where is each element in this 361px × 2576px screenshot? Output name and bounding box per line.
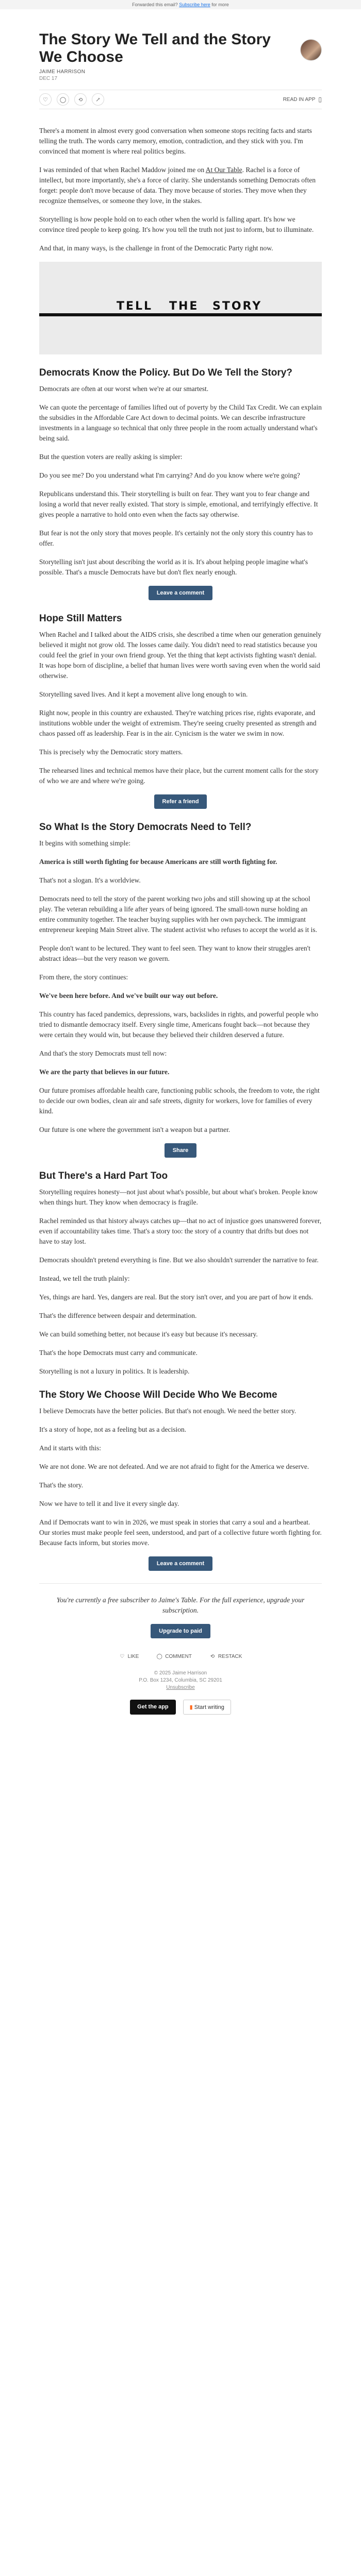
paragraph: The rehearsed lines and technical memos have their place, but the current moment calls for the story of who we are and where we're going. (39, 767, 319, 785)
paragraph: When Rachel and I talked about the AIDS crisis, she described a time when our generation genuinely believed it might not grow old. The losses came daily. You didn't need to read statistics because you could feel the grief in your own friend group. Yet the thing that kept activists fighting wasn't denial. It was hope born of discipline, a belief that human lives were worth saving even when the world said otherwise. (39, 631, 321, 680)
paragraph: But the question voters are really asking is simpler: (39, 453, 183, 461)
paragraph: That's not a slogan. It's a worldview. (39, 876, 141, 884)
substack-icon: ▮ (189, 1704, 194, 1710)
footer-cta (39, 1700, 322, 1715)
section-heading: So What Is the Story Democrats Need to Tell? (39, 822, 252, 833)
share-icon[interactable]: ↗ (92, 93, 104, 106)
divider (39, 1583, 322, 1584)
post-container (39, 9, 322, 1715)
paragraph: Rachel reminded us that history always catches up—that no act of injustice goes unanswered forever, even if accountability takes time. That's a story too: the story of a country that drifts but does not have to stay lost. (39, 1217, 322, 1245)
forward-text: Forwarded this email? (132, 2, 178, 7)
paragraph: Storytelling is how people hold on to each other when the world is falling apart. It's how we convince tired people to keep going. It's how you tell the truth not just to inform, but to illuminate. (39, 215, 314, 233)
copyright-text: © 2025 Jaime Harrison (154, 1670, 207, 1676)
subscribe-link[interactable]: Subscribe here (179, 2, 210, 7)
read-in-app-button[interactable] (283, 96, 322, 103)
footer-restack-button[interactable] (209, 1654, 242, 1659)
paragraph: Our future promises affordable health care, functioning public schools, the freedom to vote, the right to decide our own bodies, clean air and safe streets, dignity for workers, love for families of every kind. (39, 1087, 320, 1115)
restack-icon: ⟲ (210, 1654, 215, 1659)
section-heading: The Story We Choose Will Decide Who We Become (39, 1389, 277, 1400)
hero-ledge (39, 313, 322, 316)
hero-word: TELL (117, 300, 153, 313)
at-our-table-link[interactable]: At Our Table (205, 166, 242, 174)
paragraph: It's a story of hope, not as a feeling but as a decision. (39, 1426, 187, 1433)
paragraph-bold: America is still worth fighting for because Americans are still worth fighting for. (39, 858, 277, 866)
author-avatar[interactable] (300, 39, 322, 61)
paragraph: We are not done. We are not defeated. And we are not afraid to fight for the America we deserve. (39, 1463, 309, 1470)
paragraph: That's the hope Democrats must carry and communicate. (39, 1349, 198, 1357)
refer-friend-button[interactable]: Refer a friend (154, 794, 207, 809)
paragraph: But fear is not the only story that moves people. It's certainly not the only story this country has to offer. (39, 529, 313, 547)
hero-word: STORY (212, 300, 262, 313)
footer-comment-button[interactable] (156, 1654, 192, 1659)
leave-comment-button[interactable]: Leave a comment (149, 1556, 212, 1571)
paragraph: Storytelling isn't just about describing the world as it is. It's about helping people imagine what's possible. That's a muscle Democrats have but don't flex nearly enough. (39, 558, 308, 576)
paragraph: Right now, people in this country are exhausted. They're watching prices rise, rights evaporate, and institutions wobble under the weight of extremism. They're seeing cruelty presented as strength and chaos passed off as leadership. Fear is in the air. Cynicism is the water we swim in now. (39, 709, 317, 737)
post-date: DEC 17 (39, 76, 58, 81)
footer-like-button[interactable] (119, 1654, 139, 1659)
paragraph: Democrats need to tell the story of the parent working two jobs and still showing up at the school play. The veteran rebuilding a life after years of being ignored. The small-town nurse holding an entire community together. The teacher buying supplies with her own paycheck. The immigrant entrepreneur keeping Main Street alive. The student activist who refuses to accept the world as it is. (39, 895, 317, 934)
paragraph: Storytelling saved lives. And it kept a movement alive long enough to win. (39, 690, 248, 698)
post-actions-bar (39, 90, 322, 109)
paragraph-bold: We are the party that believes in our future. (39, 1068, 170, 1076)
upgrade-button[interactable]: Upgrade to paid (151, 1624, 210, 1638)
paragraph: Storytelling requires honesty—not just about what's possible, but about what's broken. People know when things hurt. They know when democracy is fragile. (39, 1188, 318, 1206)
paragraph: People don't want to be lectured. They want to feel seen. They want to know their struggles aren't abstract ideas—but the very reason we govern. (39, 944, 310, 962)
paragraph: Now we have to tell it and live it every single day. (39, 1500, 179, 1507)
paragraph: Our future is one where the government isn't a weapon but a partner. (39, 1126, 231, 1133)
phone-icon: ▯ (318, 96, 322, 103)
paragraph: From there, the story continues: (39, 973, 128, 981)
share-button[interactable]: Share (165, 1143, 197, 1158)
footer-like-label: LIKE (127, 1654, 139, 1659)
comment-icon[interactable]: ◯ (57, 93, 69, 106)
paragraph: And it starts with this: (39, 1444, 102, 1452)
footer-copyright (39, 1670, 322, 1691)
heart-icon: ♡ (120, 1654, 125, 1659)
footer-actions (39, 1654, 322, 1659)
forward-banner (0, 0, 361, 9)
post-title: The Story We Tell and the Story We Choose (39, 31, 271, 65)
paragraph-text: I was reminded of that when Rachel Maddow joined me on (39, 166, 206, 174)
paragraph: Yes, things are hard. Yes, dangers are real. But the story isn't over, and you are part of how it ends. (39, 1293, 314, 1301)
start-writing-label: Start writing (194, 1704, 224, 1710)
paragraph: Democrats shouldn't pretend everything is fine. But we also shouldn't surrender the narrative to fear. (39, 1256, 319, 1264)
section-heading: Hope Still Matters (39, 613, 122, 624)
paragraph: This country has faced pandemics, depressions, wars, backslides in rights, and powerful people who tried to dismantle democracy itself. Every single time, Americans fought back—not because they were certain they would win, but because they believed their children deserved a future. (39, 1010, 318, 1039)
hero-word: THE (169, 300, 199, 313)
paragraph-bold: We've been here before. And we've built our way out before. (39, 992, 218, 999)
section-heading: But There's a Hard Part Too (39, 1171, 168, 1181)
paragraph: Instead, we tell the truth plainly: (39, 1275, 130, 1282)
paragraph: And if Democrats want to win in 2026, we must speak in stories that carry a soul and a heartbeat. Our stories must make people feel seen, understood, and part of a collective future worth fighting for. Because facts inform, but stories move. (39, 1518, 322, 1547)
leave-comment-button[interactable]: Leave a comment (149, 586, 212, 600)
unsubscribe-link[interactable]: Unsubscribe (166, 1685, 195, 1690)
paragraph: There's a moment in almost every good conversation when someone stops reciting facts and starts telling the truth. The words carry memory, emotion, contradiction, and they stick with you. I'm convinced that moment is where real politics begins. (39, 127, 312, 155)
address-text: P.O. Box 1234, Columbia, SC 29201 (139, 1677, 222, 1683)
paragraph-text: . Rachel is a force of intellect, but more importantly, she's a force of clarity. She understands something Democrats often forget: people don't move because of data. They move because of stories. They move when they recognize themselves, or someone they love, in the stakes. (39, 166, 316, 205)
comment-icon: ◯ (156, 1654, 162, 1659)
paragraph: Republicans understand this. Their storytelling is built on fear. They want you to fear change and losing a world that never really existed. That story is simple, emotional, and terrifyingly effective. It gives people a narrative to hold onto even when the facts say otherwise. (39, 490, 318, 518)
paragraph: Do you see me? Do you understand what I'm carrying? And do you know where we're going? (39, 471, 300, 479)
free-subscriber-note: You're currently a free subscriber to Jaime's Table. For the full experience, upgrade your subscription. (56, 1596, 305, 1614)
paragraph: I believe Democrats have the better policies. But that's not enough. We need the better story. (39, 1407, 297, 1415)
paragraph: This is precisely why the Democratic story matters. (39, 748, 183, 756)
paragraph: Storytelling is not a luxury in politics. It is leadership. (39, 1367, 190, 1375)
start-writing-button[interactable] (183, 1700, 231, 1715)
read-in-app-label: READ IN APP (283, 96, 316, 103)
footer-comment-label: COMMENT (165, 1654, 192, 1659)
get-app-button[interactable]: Get the app (130, 1700, 176, 1715)
section-heading: Democrats Know the Policy. But Do We Tell the Story? (39, 367, 292, 378)
restack-icon[interactable]: ⟲ (74, 93, 87, 106)
forward-more-text: for more (211, 2, 229, 7)
paragraph: That's the story. (39, 1481, 84, 1489)
paragraph: We can build something better, not because it's easy but because it's necessary. (39, 1330, 258, 1338)
heart-icon[interactable]: ♡ (39, 93, 52, 106)
paragraph: It begins with something simple: (39, 839, 130, 847)
paragraph: That's the difference between despair and determination. (39, 1312, 197, 1319)
paragraph: And that's the story Democrats must tell now: (39, 1049, 167, 1057)
paragraph: Democrats are often at our worst when we're at our smartest. (39, 385, 209, 393)
footer-restack-label: RESTACK (218, 1654, 242, 1659)
paragraph: And that, in many ways, is the challenge in front of the Democratic Party right now. (39, 244, 273, 252)
author-name[interactable]: JAIME HARRISON (39, 69, 86, 75)
paragraph (39, 165, 322, 206)
paragraph: We can quote the percentage of families lifted out of poverty by the Child Tax Credit. We can explain the subsidies in the Affordable Care Act down to decimal points. We can describe infrastructure investments in a language so technical that only three people in the room actually understand what's being said. (39, 403, 322, 442)
hero-image[interactable] (39, 262, 322, 354)
